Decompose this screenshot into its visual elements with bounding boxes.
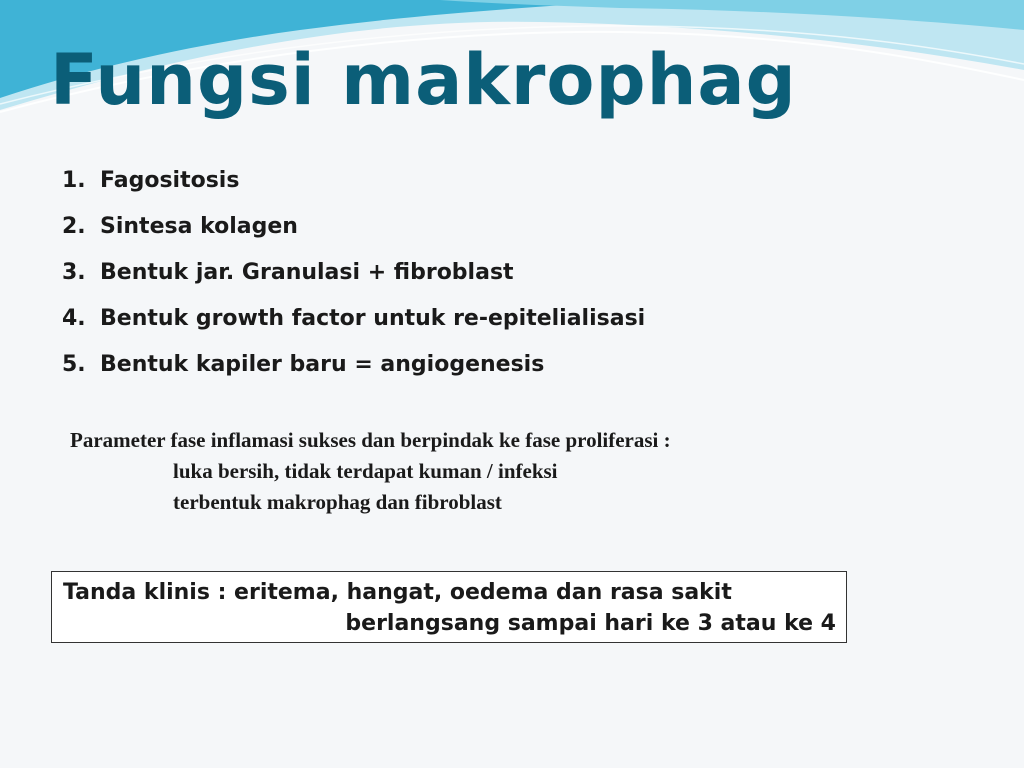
list-item (62, 296, 645, 342)
list-item-text: Bentuk jar. Granulasi + fibroblast (100, 260, 514, 285)
clinical-signs-line: Tanda klinis : eritema, hangat, oedema dan rasa sakit (63, 580, 732, 605)
list-item-number: 1. (62, 168, 86, 193)
list-item-number: 2. (62, 214, 86, 239)
list-item (62, 158, 645, 204)
list-item-text: Sintesa kolagen (100, 214, 298, 239)
list-item (62, 342, 645, 388)
parameter-line: luka bersih, tidak terdapat kuman / infeksi (173, 459, 558, 483)
list-item (62, 250, 645, 296)
parameter-line: terbentuk makrophag dan fibroblast (173, 490, 502, 514)
list-item (62, 204, 645, 250)
list-item-text: Bentuk kapiler baru = angiogenesis (100, 352, 545, 377)
list-item-number: 3. (62, 260, 86, 285)
parameter-block (70, 425, 671, 518)
clinical-duration-line: berlangsang sampai hari ke 3 atau ke 4 (345, 611, 836, 636)
list-item-text: Fagositosis (100, 168, 240, 193)
parameter-heading: Parameter fase inflamasi sukses dan berpindak ke fase proliferasi : (70, 428, 671, 452)
clinical-signs-box (51, 571, 847, 643)
function-list (62, 158, 645, 388)
list-item-number: 5. (62, 352, 86, 377)
list-item-number: 4. (62, 306, 86, 331)
slide-title: Fungsi makrophag (50, 39, 797, 121)
list-item-text: Bentuk growth factor untuk re-epitelialisasi (100, 306, 646, 331)
